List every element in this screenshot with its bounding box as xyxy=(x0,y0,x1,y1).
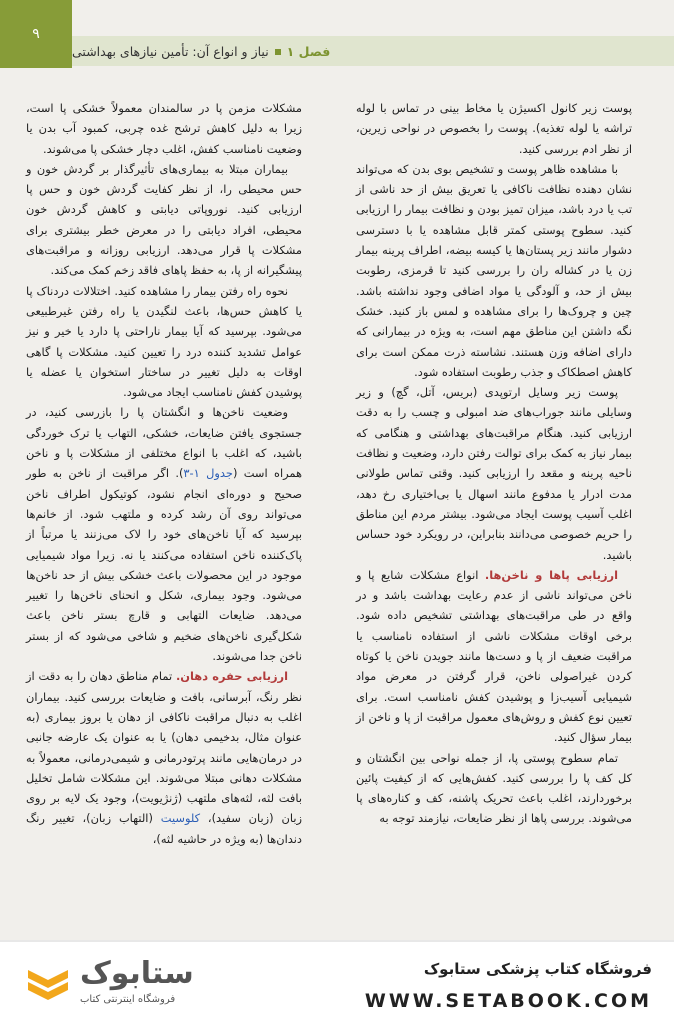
section-heading-oral-cavity: ارزیابی حفره دهان. xyxy=(175,669,288,684)
table-reference-link[interactable]: جدول ۱-۳ xyxy=(183,466,233,481)
left-text-column xyxy=(26,98,302,849)
chapter-heading xyxy=(72,44,330,59)
glossary-term-link[interactable]: کلوسیت xyxy=(160,811,201,826)
paragraph-text: وضعیت ناخن‌ها و انگشتان پا را بازرسی کنید، در جستجوی یافتن ضایعات، خشکی، التهاب یا ترک خوردگی باشید، که اغلب با انواع مختلفی از مشکلات پا و ناخن همراه است ( xyxy=(26,405,303,481)
square-bullet-icon xyxy=(275,49,281,55)
watermark-footer xyxy=(0,942,674,1024)
logo-subtitle: فروشگاه اینترنتی کتاب xyxy=(80,994,176,1005)
paragraph-text: (التهاب زبان)، تغییر رنگ دندان‌ها (به ویژه در حاشیه لثه)، xyxy=(26,811,302,846)
book-logo-icon xyxy=(24,960,72,1008)
chapter-title: نیاز و انواع آن: تأمین نیازهای بهداشتی xyxy=(72,43,269,59)
paragraph xyxy=(26,402,302,666)
page-number-tab xyxy=(0,0,72,68)
paragraph: پوست زیر کانول اکسیژن یا مخاط بینی در تماس با لوله تراشه یا لوله تغذیه). پوست را بخصوص در نواحی زیرین، از نظر ادم بررسی کنید. xyxy=(356,101,632,156)
paragraph-text: تمام مناطق دهان را به دقت از نظر رنگ، آبرسانی، بافت و ضایعات بررسی کنید. بیماران اغلب به دنبال مراقبت ناکافی از دهان یا بروز بیماری (به عنوان مثال، بدخیمی دهان) یا به عنوان یک عارضه جانبی در درمان‌هایی مانند پرتودرمانی و شیمی‌درمانی، معمولاً به مشکلات دهانی مبتلا می‌شوند. این مشکلات شامل تخلیل بافت لثه، لثه‌های ملتهب (ژنژیویت)، وجود یک لایه بر روی زبان (زبان سفید)، xyxy=(26,669,302,826)
paragraph-text: ). اگر مراقبت از ناخن به طور صحیح و دوره‌ای انجام نشود، کوتیکول اطراف ناخن می‌تواند روی آن رشد کرده و ملتهب شود. از خانم‌ها بپرسید که آیا ناخن‌های خود را لاک می‌زنند یا مرتباً از پاک‌کننده ناخن استفاده می‌کنند یا نه. زیرا مواد شیمیایی موجود در این محصولات باعث خشکی بیش از حد ناخن‌ها می‌شود. وجود بیماری، شکل و انحنای ناخن‌ها را تغییر می‌دهد. ضایعات التهابی و قارچ بستر ناخن باعث شکل‌گیری ناخن‌های ضخیم و شاخی می‌شود که از بستر ناخن جدا می‌شوند. xyxy=(26,466,302,664)
paragraph: مشکلات مزمن پا در سالمندان معمولاً خشکی پا است، زیرا به دلیل کاهش ترشح غده چربی، کمبود آب بدن یا وضعیت نامناسب کفش، اغلب دچار خشکی پا می‌شوند. xyxy=(26,101,302,156)
paragraph: تمام سطوح پوستی پا، از جمله نواحی بین انگشتان و کل کف پا را بررسی کنید. کفش‌هایی که از کیفیت پائین برخوردارند، اغلب باعث تحریک پاشنه، کف و کناره‌های پا می‌شوند. بررسی پاها از نظر ضایعات، نیازمند توجه به xyxy=(356,750,632,826)
running-header xyxy=(72,36,674,66)
right-text-column xyxy=(356,98,632,829)
paragraph: با مشاهده ظاهر پوست و تشخیص بوی بدن که می‌تواند نشان دهنده نظافت ناکافی یا تعریق بیش از حد ناشی از تب یا درد باشد، میزان تمیز بودن و نظافت بیمار را ارزیابی کنید. سطوح پوستی کمتر قابل مشاهده یا با دسترسی دشوار مانند زیر پستان‌ها یا کیسه بیضه، اطراف پرینه بیمار زن یا در کشاله ران را بررسی کنید تا قرمزی، رطوبت بیش از حد، و آلودگی یا مواد اضافی وجود نداشته باشد. چین و چروک‌ها را برای مشاهده و لمس باز کنید. خشک نگه داشتن این مناطق مهم است، به ویژه در بیمارانی که دارای اضافه وزن هستند. نشاسته ذرت ممکن است برای کاهش اصطکاک و جذب رطوبت استفاده شود. xyxy=(356,161,632,379)
section-heading-feet-nails: ارزیابی پاها و ناخن‌ها. xyxy=(484,567,618,582)
paragraph: پوست زیر وسایل ارتوپدی (بریس، آتل، گچ) و زیر وسایلی مانند جوراب‌های ضد امبولی و چسب را به دقت ارزیابی کنید. هنگام مراقبت‌های بهداشتی و هنگامی که بیمار نیاز به کمک برای توالت رفتن دارد، وضعیت و نظافت ناحیه پرینه و مقعد را ارزیابی کنید. وقتی تماس طولانی مدت ادرار یا مدفوع مانند اسهال یا بی‌اختیاری رخ دهد، اغلب آسیب پوست ایجاد می‌شود. بیشتر مردم این مناطق را حریم خصوصی می‌دانند بنابراین، در رویکرد خود حساس باشید. xyxy=(356,385,632,562)
page-number: ۹ xyxy=(32,26,40,42)
paragraph xyxy=(26,666,302,849)
chapter-label: فصل ۱ xyxy=(286,43,331,59)
paragraph-text: انواع مشکلات شایع پا و ناخن می‌تواند ناشی از عدم رعایت بهداشت باشد و در واقع در طی مراقبت‌های بهداشتی تشخیص داده شود. برخی اوقات مشکلات ناشی از استفاده نامناسب یا مراقبت ضعیف از پا و دست‌ها مانند جویدن ناخن یا کوتاه کردن غیراصولی ناخن، قرار گرفتن در معرض مواد شیمیایی آسیب‌زا و پوشیدن کفش نامناسب است. برای تعیین نوع کفش و روش‌های معمول مراقبت از پا و ناخن از بیمار سؤال کنید. xyxy=(356,567,632,745)
store-name: فروشگاه کتاب پزشکی ستابوک xyxy=(423,960,652,978)
setabook-logo xyxy=(24,954,274,1014)
logo-wordmark: ستابوک xyxy=(80,956,194,991)
paragraph: نحوه راه رفتن بیمار را مشاهده کنید. اختلالات دردناک پا یا کاهش حس‌ها، باعث لنگیدن یا راه رفتن غیرطبیعی می‌شود. بپرسید که آیا بیمار ناراحتی پا دارد یا خیر و نیز عوامل تشدید کننده درد را تعیین کنید. مشکلات پا گاهی اوقات به دلیل تغییر در ساختار استخوان یا عضله یا پوشیدن کفش نامناسب ایجاد می‌شود. xyxy=(26,283,302,400)
paragraph: بیماران مبتلا به بیماری‌های تأثیرگذار بر گردش خون و حس محیطی را، از نظر کفایت گردش خون و حس پا ارزیابی کنید. نوروپاتی دیابتی و کاهش گردش خون محیطی، افراد دیابتی را در معرض خطر بیشتری برای مشکلات پا قرار می‌دهد. ارزیابی روزانه و مراقبت‌های پیشگیرانه از پا، به حفظ پاهای فاقد زخم کمک می‌کند. xyxy=(26,161,302,278)
store-url[interactable]: WWW.SETABOOK.COM xyxy=(364,990,652,1012)
paragraph xyxy=(356,565,632,748)
